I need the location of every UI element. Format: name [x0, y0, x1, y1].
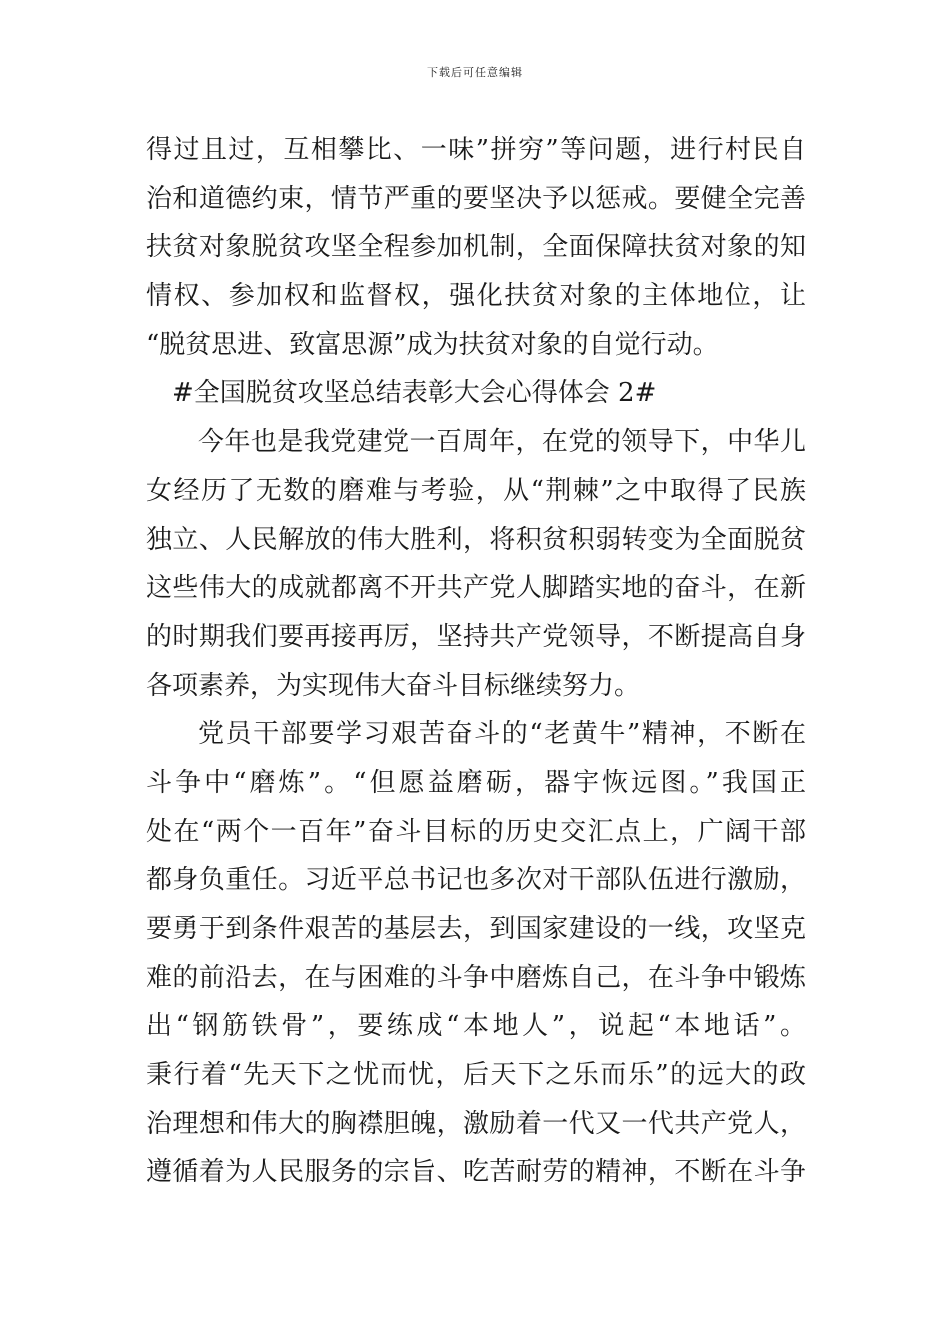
paragraph-2-line-2: 女经历了无数的磨难与考验，从“荆棘”之中取得了民族 [146, 475, 806, 506]
paragraph-2-line-4: 这些伟大的成就都离不开共产党人脚踏实地的奋斗，在新 [146, 573, 806, 604]
paragraph-1-line-1: 得过且过，互相攀比、一味”拼穷”等问题，进行村民自 [146, 135, 806, 165]
paragraph-3-line-7: 出“钢筋铁骨”，要练成“本地人”，说起“本地话”。 [146, 1011, 806, 1042]
paragraph-3-line-9: 治理想和伟大的胸襟胆魄，激励着一代又一代共产党人， [146, 1108, 806, 1139]
paragraph-3-line-10: 遵循着为人民服务的宗旨、吃苦耐劳的精神，不断在斗争 [146, 1157, 806, 1188]
paragraph-1-line-3: 扶贫对象脱贫攻坚全程参加机制，全面保障扶贫对象的知 [146, 232, 806, 263]
paragraph-3-line-2: 斗争中“磨炼”。“但愿益磨砺，器宇恢远图。”我国正 [146, 767, 806, 798]
paragraph-3-line-4: 都身负重任。习近平总书记也多次对干部队伍进行激励， [146, 865, 806, 896]
paragraph-2-line-5: 的时期我们要再接再厉，坚持共产党领导，不断提高自身 [146, 621, 806, 652]
paragraph-3-line-3: 处在“两个一百年”奋斗目标的历史交汇点上，广阔干部 [146, 816, 806, 847]
paragraph-3-line-1: 党员干部要学习艰苦奋斗的“老黄牛”精神，不断在 [198, 719, 806, 750]
paragraph-1-line-5: “脱贫思进、致富思源”成为扶贫对象的自觉行动。 [146, 329, 719, 360]
page-header-note: 下载后可任意编辑 [427, 66, 523, 79]
paragraph-3-line-5: 要勇于到条件艰苦的基层去，到国家建设的一线，攻坚克 [146, 914, 806, 944]
section-heading: #全国脱贫攻坚总结表彰大会心得体会 2# [172, 378, 657, 409]
paragraph-2-line-6: 各项素养，为实现伟大奋斗目标继续努力。 [146, 670, 641, 701]
paragraph-1-line-4: 情权、参加权和监督权，强化扶贫对象的主体地位，让 [146, 281, 806, 312]
paragraph-2-line-3: 独立、人民解放的伟大胜利，将积贫积弱转变为全面脱贫 [146, 524, 806, 555]
document-body [146, 126, 806, 1197]
paragraph-1-line-2: 治和道德约束，情节严重的要坚决予以惩戒。要健全完善 [146, 183, 806, 214]
paragraph-2-line-1: 今年也是我党建党一百周年，在党的领导下，中华儿 [198, 427, 806, 458]
paragraph-3-line-6: 难的前沿去，在与困难的斗争中磨炼自己，在斗争中锻炼 [146, 962, 806, 993]
paragraph-3-line-8: 秉行着“先天下之忧而忧，后天下之乐而乐”的远大的政 [146, 1060, 806, 1091]
